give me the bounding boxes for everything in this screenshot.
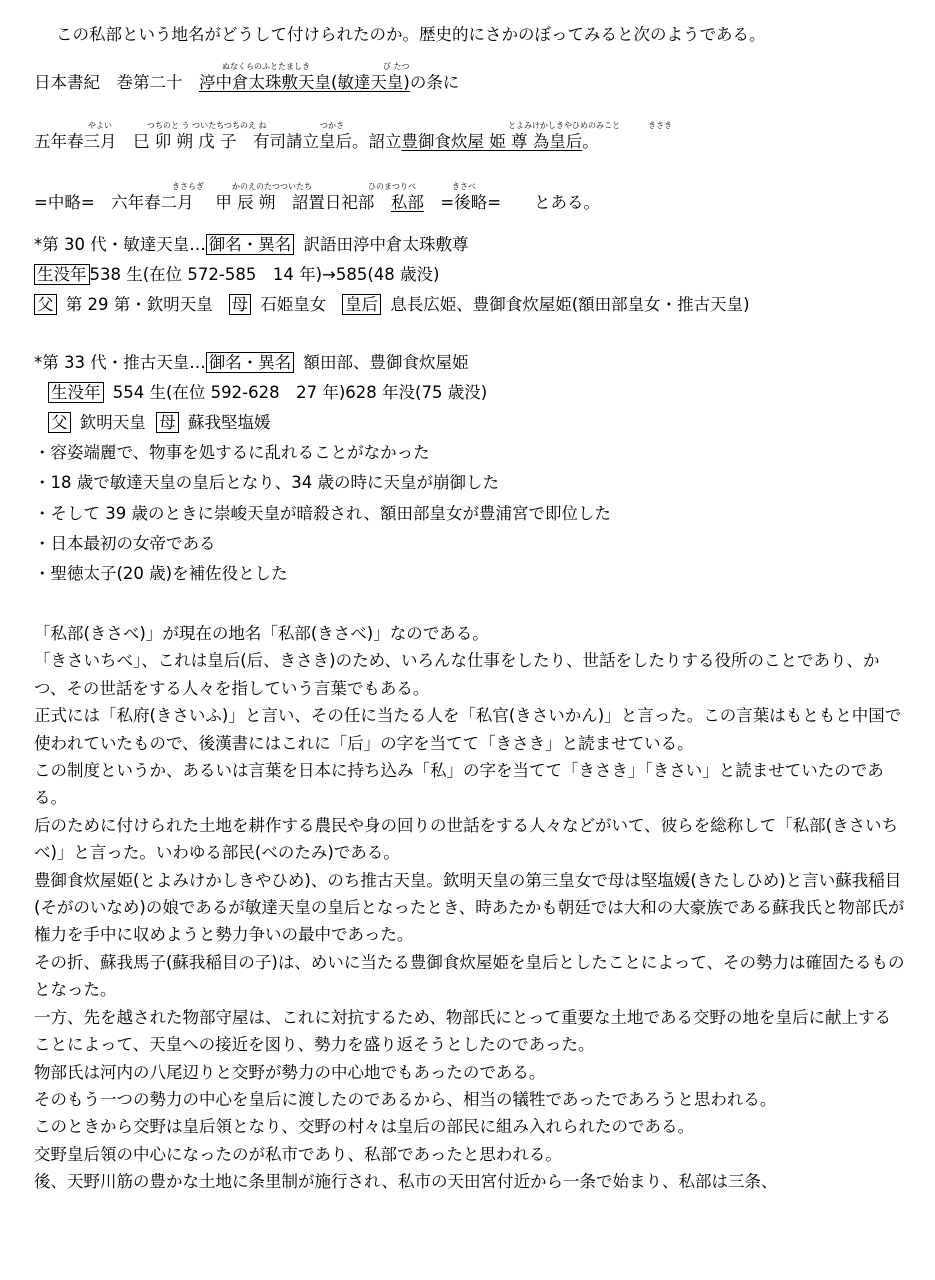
kisabe-term: 私部 [390, 193, 424, 212]
paragraph: 物部氏は河内の八尾辺りと交野が勢力の中心地でもあったのである。 [34, 1062, 546, 1082]
paragraph: 交野皇后領の中心になったのが私市であり、私部であったと思われる。 [34, 1144, 562, 1164]
paragraph: 「きさいちべ」、これは皇后(后、きさき)のため、いろんな仕事をしたり、世話をしたりする役所のことであり、かつ、その世話をする人々を指していう言葉でもある。 [34, 651, 880, 698]
suiko-father: 欽明天皇 [79, 413, 146, 432]
ruby-text: かのえのたつついたち [232, 182, 312, 191]
shoki-line [34, 73, 459, 93]
paragraph: 豊御食炊屋姫(とよみけかしきやひめ)、のち推古天皇。欽明天皇の第三皇女で母は堅塩媛(きたしひめ)と言い蘇我稲目(そがのいなめ)の娘であるが敏達天皇の皇后となったとき、時あたかも朝廷では大和の大豪族である蘇我氏と物部氏が権力を手中に収めようと勢力争いの最中であった。 [34, 870, 905, 945]
suiko-bullet: ・18 歳で敏達天皇の皇后となり、34 歳の時に天皇が崩御した [34, 473, 499, 492]
bidatsu-life: 538 生(在位 572-585 14 年)→585(48 歳没) [89, 265, 440, 284]
name-box-label: 御名・異名 [206, 352, 295, 373]
empress-box-label: 皇后 [342, 294, 381, 315]
name-box-label: 御名・異名 [206, 234, 295, 255]
bidatsu-name-row [34, 235, 469, 255]
life-box-label: 生没年 [34, 264, 90, 285]
paragraph: 後、天野川筋の豊かな土地に条里制が施行され、私市の天田宮付近から一条で始まり、私部は三条、 [34, 1172, 778, 1192]
suiko-bullet: ・容姿端麗で、物事を処するに乱れることがなかった [34, 443, 430, 462]
year5-line [34, 132, 599, 152]
paragraph: その折、蘇我馬子(蘇我稲目の子)は、めいに当たる豊御食炊屋姫を皇后としたことによって、その勢力は確固たるものとなった。 [34, 952, 905, 1000]
empress-title: 豊御食炊屋 姫 尊 為皇后 [401, 132, 583, 151]
suiko-name-row [34, 353, 469, 373]
ruby-text: とよみけかしきやひめのみこと [508, 121, 620, 130]
life-box-label: 生没年 [48, 382, 104, 403]
bidatsu-family-row [34, 295, 750, 315]
ruby-text: やよい [88, 121, 112, 130]
suiko-bullet: ・聖徳太子(20 歳)を補佐役とした [34, 564, 288, 583]
year5-prefix: 五年春三月 巳 卯 朔 戊 子 有司請立皇后。詔立 [34, 132, 402, 151]
intro-line: この私部という地名がどうして付けられたのか。歴史的にさかのぼってみると次のようである。 [56, 25, 766, 44]
paragraph: そのもう一つの勢力の中心を皇后に渡したのであるから、相当の犠牲であったであろうと思われる。 [34, 1089, 777, 1109]
paragraph: 「私部(きさべ)」が現在の地名「私部(きさべ)」なのである。 [34, 624, 489, 643]
bidatsu-names: 訳語田渟中倉太珠敷尊 [303, 235, 469, 254]
ruby-text: きさき [648, 121, 672, 130]
bidatsu-life-row [34, 265, 439, 285]
paragraph: 一方、先を越された物部守屋は、これに対抗するため、物部氏にとって重要な土地である交野の地を皇后に献上することによって、天皇への接近を図り、勢力を盛り返そうとしたのであった。 [34, 1007, 892, 1055]
suiko-bullet: ・日本最初の女帝である [34, 534, 216, 553]
mother-box-label: 母 [156, 412, 179, 433]
bidatsu-mother: 石姫皇女 [260, 295, 327, 314]
father-box-label: 父 [48, 412, 71, 433]
ruby-text: つかさ [320, 121, 344, 130]
suiko-names: 額田部、豊御食炊屋姫 [303, 353, 469, 372]
ruby-text: ぬなくらのふとたましき [222, 62, 310, 71]
ruby-text: きさべ [452, 182, 476, 191]
shoki-prefix: 日本書紀 巻第二十 [34, 73, 199, 92]
paragraph: 正式には「私府(きさいふ)」と言い、その任に当たる人を「私官(きさいかん)」と言った。この言葉はもともと中国で使われていたもので、後漢書にはこれに「后」の字を当てて「きさき」と読ませている。 [34, 706, 902, 753]
bidatsu-father: 第 29 第・欽明天皇 [65, 295, 213, 314]
body-text [34, 620, 906, 1196]
ruby-text: つちのと う ついたちつちのえ ね [147, 121, 267, 130]
bidatsu-heading: *第 30 代・敏達天皇… [34, 235, 206, 254]
mother-box-label: 母 [229, 294, 252, 315]
suiko-mother: 蘇我堅塩媛 [188, 413, 271, 432]
emperor-name: 渟中倉太珠敷天皇(敏達天皇) [199, 73, 410, 92]
suiko-life: 554 生(在位 592-628 27 年)628 年没(75 歳没) [112, 383, 488, 402]
year6-suffix: =後略= とある。 [423, 193, 601, 212]
paragraph: このときから交野は皇后領となり、交野の村々は皇后の部民に組み入れられたのである。 [34, 1117, 694, 1137]
year5-suffix: 。 [582, 132, 599, 151]
paragraph: 后のために付けられた土地を耕作する農民や身の回りの世話をする人々などがいて、彼らを総称して「私部(きさいちべ)」と言った。いわゆる部民(べのたみ)である。 [34, 815, 899, 863]
suiko-heading: *第 33 代・推古天皇… [34, 353, 206, 372]
suiko-life-row [48, 383, 487, 403]
ruby-text: び たつ [383, 62, 410, 71]
year6-line [34, 193, 600, 213]
suiko-bullet: ・そして 39 歳のときに崇峻天皇が暗殺され、額田部皇女が豊浦宮で即位した [34, 504, 611, 523]
ruby-text: ひのまつりべ [368, 182, 416, 191]
ruby-text: きさらぎ [172, 182, 204, 191]
year6-prefix: =中略= 六年春二月 甲 辰 朔 詔置日祀部 [34, 193, 391, 212]
bidatsu-empress: 息長広姫、豊御食炊屋姫(額田部皇女・推古天皇) [390, 295, 750, 314]
shoki-suffix: の条に [409, 73, 460, 92]
father-box-label: 父 [34, 294, 57, 315]
paragraph: この制度というか、あるいは言葉を日本に持ち込み「私」の字を当てて「きさき」「きさい」と読ませていたのである。 [34, 761, 884, 808]
suiko-family-row [48, 413, 271, 433]
